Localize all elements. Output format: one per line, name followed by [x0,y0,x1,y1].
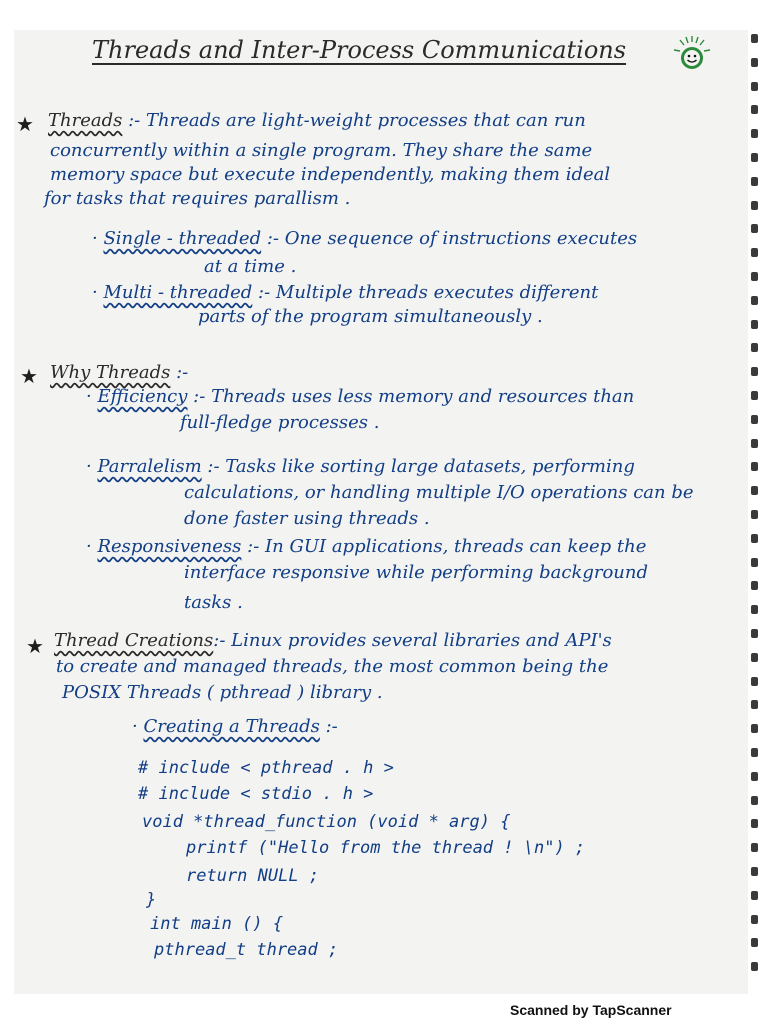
parallelism-line-2: calculations, or handling multiple I/O operations can be [184,482,694,503]
multi-threaded-term: Multi - threaded [103,282,253,303]
responsiveness-item: · Responsiveness :- In GUI applications, threads can keep the [86,536,647,557]
parallelism-item: · Parralelism :- Tasks like sorting large datasets, performing [86,456,635,477]
binding-hole [751,439,758,448]
threads-line-3: memory space but execute independently, making them ideal [50,164,611,185]
spiral-binding [744,34,758,990]
binding-hole [751,224,758,233]
binding-hole [751,153,758,162]
binding-hole [751,486,758,495]
binding-hole [751,248,758,257]
binding-hole [751,867,758,876]
threads-line-1: Threads :- Threads are light-weight processes that can run [48,110,586,131]
star-bullet-icon: ★ [20,364,38,388]
scanner-watermark: Scanned by TapScanner [510,1002,672,1018]
binding-hole [751,391,758,400]
creation-line-3: POSIX Threads ( pthread ) library . [62,682,383,703]
binding-hole [751,534,758,543]
code-line-4: printf ("Hello from the thread ! \n") ; [186,838,586,858]
binding-hole [751,819,758,828]
code-line-3: void *thread_function (void * arg) { [142,812,511,832]
binding-hole [751,748,758,757]
binding-hole [751,962,758,971]
multi-threaded-line-2: parts of the program simultaneously . [198,306,543,327]
code-line-8: pthread_t thread ; [154,940,339,960]
code-line-6: } [146,890,157,910]
code-line-5: return NULL ; [186,866,320,886]
parallelism-line-3: done faster using threads . [184,508,430,529]
binding-hole [751,177,758,186]
smiley-doodle-icon [672,34,712,74]
creation-line-1: Thread Creations:- Linux provides several libraries and API's [54,630,612,651]
creating-threads-item: · Creating a Threads :- [132,716,338,737]
binding-hole [751,677,758,686]
binding-hole [751,510,758,519]
threads-line-4: for tasks that requires parallism . [44,188,351,209]
why-threads-heading: Why Threads [50,362,171,383]
code-line-7: int main () { [150,914,284,934]
binding-hole [751,843,758,852]
code-line-1: # include < pthread . h > [138,758,394,778]
star-bullet-icon: ★ [26,634,44,658]
efficiency-line-2: full-fledge processes . [180,412,380,433]
responsiveness-term: Responsiveness [97,536,242,557]
binding-hole [751,629,758,638]
binding-hole [751,343,758,352]
binding-hole [751,320,758,329]
why-threads-heading-line: Why Threads :- [50,362,189,383]
binding-hole [751,367,758,376]
threads-heading: Threads [48,110,123,131]
binding-hole [751,938,758,947]
responsiveness-line-2: interface responsive while performing background [184,562,649,583]
efficiency-term: Efficiency [97,386,188,407]
creating-threads-term: Creating a Threads [143,716,320,737]
binding-hole [751,34,758,43]
binding-hole [751,201,758,210]
threads-line-2: concurrently within a single program. They share the same [50,140,593,161]
binding-hole [751,772,758,781]
binding-hole [751,581,758,590]
binding-hole [751,272,758,281]
creation-line-2: to create and managed threads, the most common being the [56,656,609,677]
binding-hole [751,296,758,305]
binding-hole [751,105,758,114]
binding-hole [751,415,758,424]
code-line-2: # include < stdio . h > [138,784,374,804]
responsiveness-line-3: tasks . [184,592,243,613]
binding-hole [751,129,758,138]
star-bullet-icon: ★ [16,112,34,136]
single-threaded-term: Single - threaded [103,228,262,249]
binding-hole [751,653,758,662]
binding-hole [751,558,758,567]
binding-hole [751,724,758,733]
binding-hole [751,796,758,805]
binding-hole [751,58,758,67]
binding-hole [751,82,758,91]
binding-hole [751,462,758,471]
single-threaded-line-2: at a time . [204,256,297,277]
efficiency-item: · Efficiency :- Threads uses less memory and resources than [86,386,635,407]
multi-threaded-item: · Multi - threaded :- Multiple threads executes different [92,282,599,303]
binding-hole [751,700,758,709]
page-title: Threads and Inter-Process Communications [92,36,627,64]
parallelism-term: Parralelism [97,456,202,477]
binding-hole [751,915,758,924]
thread-creations-heading: Thread Creations [54,630,214,651]
binding-hole [751,891,758,900]
single-threaded-item: · Single - threaded :- One sequence of instructions executes [92,228,638,249]
binding-hole [751,605,758,614]
